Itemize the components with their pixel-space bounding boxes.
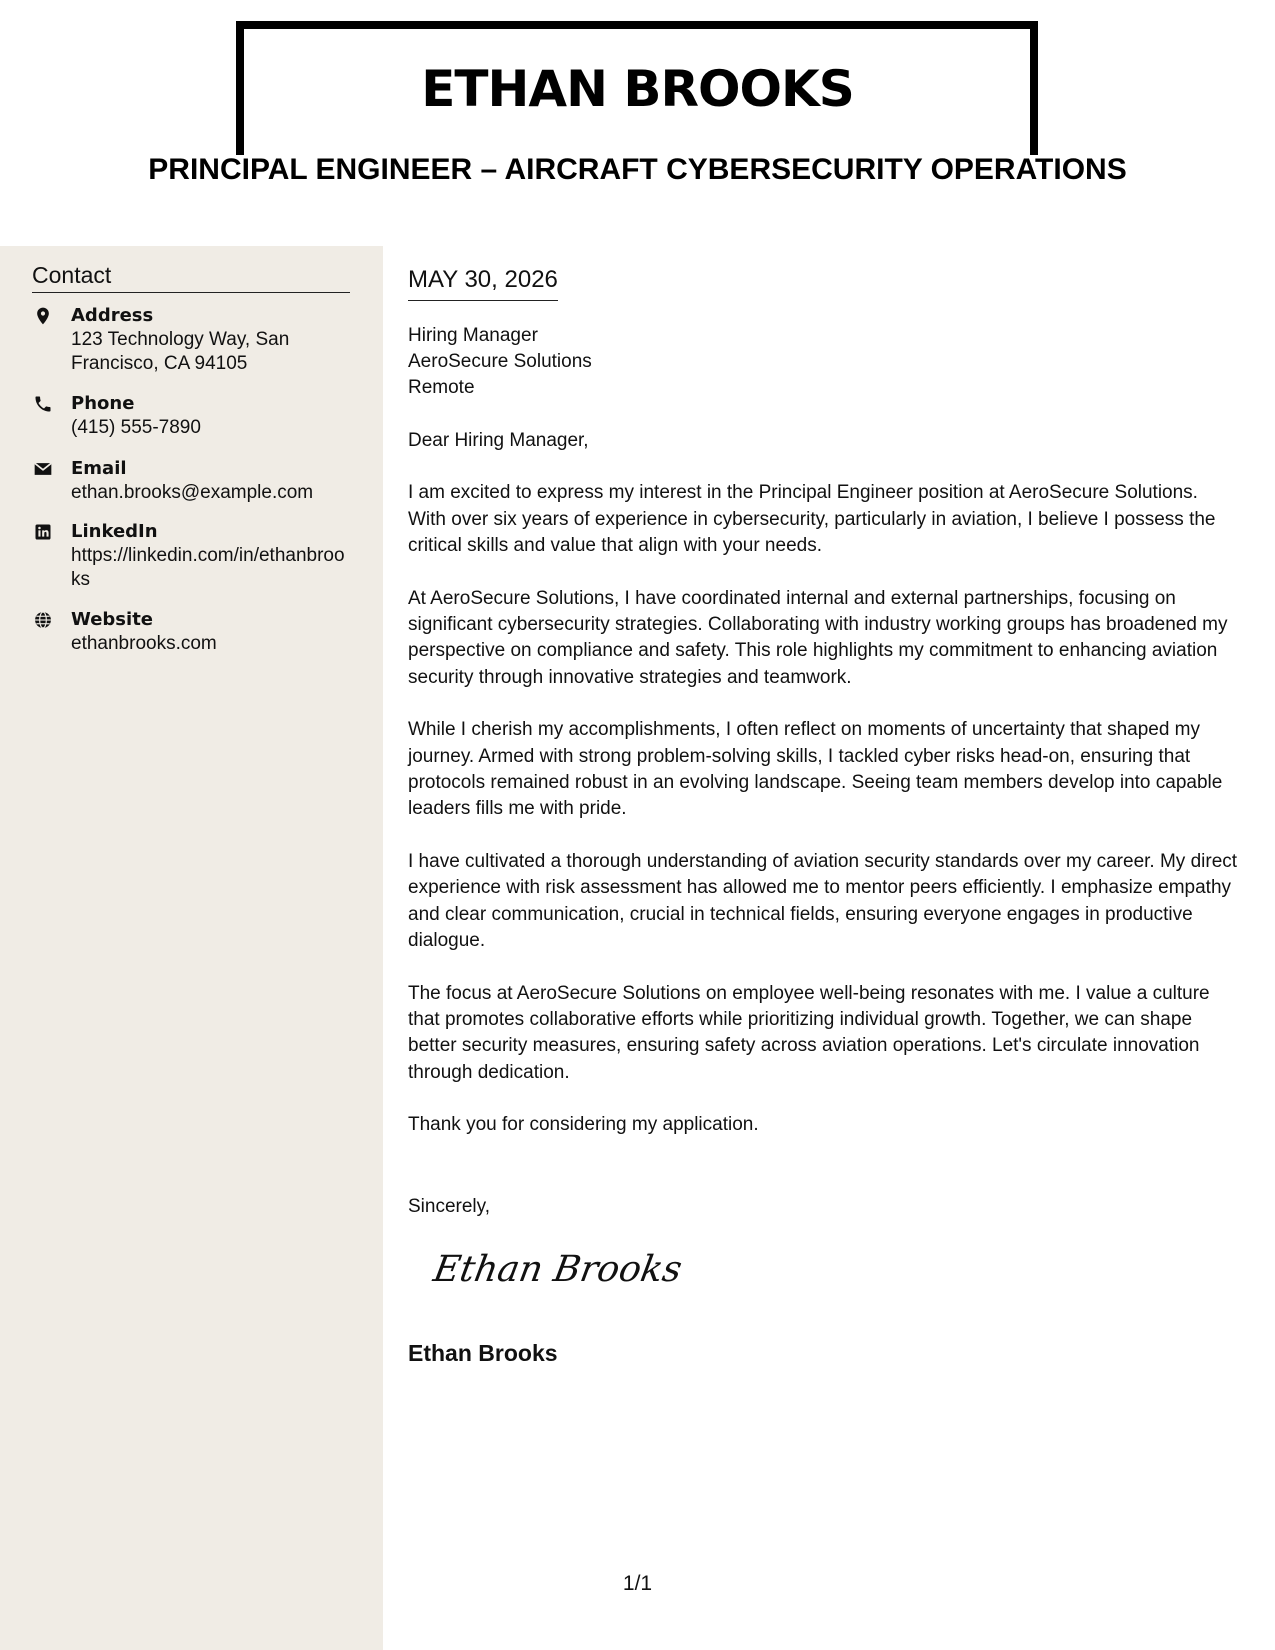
- body-paragraph: I am excited to express my interest in the Principal Engineer position at AeroSecure Solutions. With over six years of experience in cybersecurity, particularly in aviation, I believe I possess the critical skills and value that align with your needs.: [408, 482, 1216, 557]
- body-paragraph: At AeroSecure Solutions, I have coordinated internal and external partnerships, focusing on significant cybersecurity strategies. Collaborating with industry working groups has broadened my perspective on compliance and safety. This role highlights my commitment to enhancing aviation security through innovative strategies and teamwork.: [408, 587, 1228, 688]
- letter-body: [408, 428, 1240, 1165]
- contact-item-linkedin: [32, 520, 352, 592]
- contact-label: Address: [71, 305, 154, 326]
- contact-item-phone: [32, 392, 352, 440]
- contact-label: Email: [71, 458, 127, 479]
- handwritten-signature: Ethan Brooks: [430, 1249, 685, 1290]
- email-value: ethan.brooks@example.com: [71, 482, 314, 503]
- contact-item-website: [32, 608, 352, 656]
- contact-label: Phone: [71, 393, 135, 414]
- job-title: PRINCIPAL ENGINEER – AIRCRAFT CYBERSECURITY OPERATIONS: [148, 153, 1127, 186]
- body-paragraph: While I cherish my accomplishments, I often reflect on moments of uncertainty that shaped my journey. Armed with strong problem-solving skills, I tackled cyber risks head-on, ensuring that protocols remained robust in an evolving landscape. Seeing team members develop into capable leaders fills me with pride.: [408, 719, 1223, 820]
- recipient-line: AeroSecure Solutions: [408, 351, 592, 372]
- website-link[interactable]: ethanbrooks.com: [71, 633, 217, 654]
- linkedin-link[interactable]: https://linkedin.com/in/ethanbrooks: [71, 545, 345, 590]
- closing: Sincerely,: [408, 1196, 491, 1217]
- contact-label: LinkedIn: [71, 521, 158, 542]
- body-paragraph: The focus at AeroSecure Solutions on employee well-being resonates with me. I value a culture that promotes collaborative efforts while prioritizing individual growth. Together, we can shape better security measures, ensuring safety across aviation operations. Let's circulate innovation through dedication.: [408, 982, 1210, 1083]
- recipient-line: Remote: [408, 377, 475, 398]
- recipient-block: [408, 323, 592, 401]
- contact-item-email: [32, 457, 352, 505]
- contact-heading: Contact: [32, 262, 350, 293]
- body-paragraph: I have cultivated a thorough understanding of aviation security standards over my career. My direct experience with risk assessment has allowed me to mentor peers efficiently. I emphasize empathy and clear communication, crucial in technical fields, ensuring everyone engages in productive dialogue.: [408, 850, 1238, 952]
- greeting: Dear Hiring Manager,: [408, 430, 589, 451]
- address-value: 123 Technology Way, San Francisco, CA 94105: [71, 329, 290, 374]
- applicant-name: ETHAN BROOKS: [421, 60, 854, 118]
- body-paragraph: Thank you for considering my application.: [408, 1114, 759, 1136]
- linkedin-icon: [32, 522, 54, 542]
- map-pin-icon: [32, 306, 54, 326]
- recipient-line: Hiring Manager: [408, 325, 538, 346]
- page-number: 1/1: [622, 1572, 653, 1595]
- phone-icon: [32, 394, 54, 414]
- phone-value: (415) 555-7890: [71, 417, 201, 438]
- envelope-icon: [32, 459, 54, 479]
- letter-date: MAY 30, 2026: [408, 266, 558, 301]
- globe-icon: [32, 610, 54, 630]
- signer-name: Ethan Brooks: [408, 1340, 558, 1366]
- contact-label: Website: [71, 609, 154, 630]
- contact-item-address: [32, 304, 352, 376]
